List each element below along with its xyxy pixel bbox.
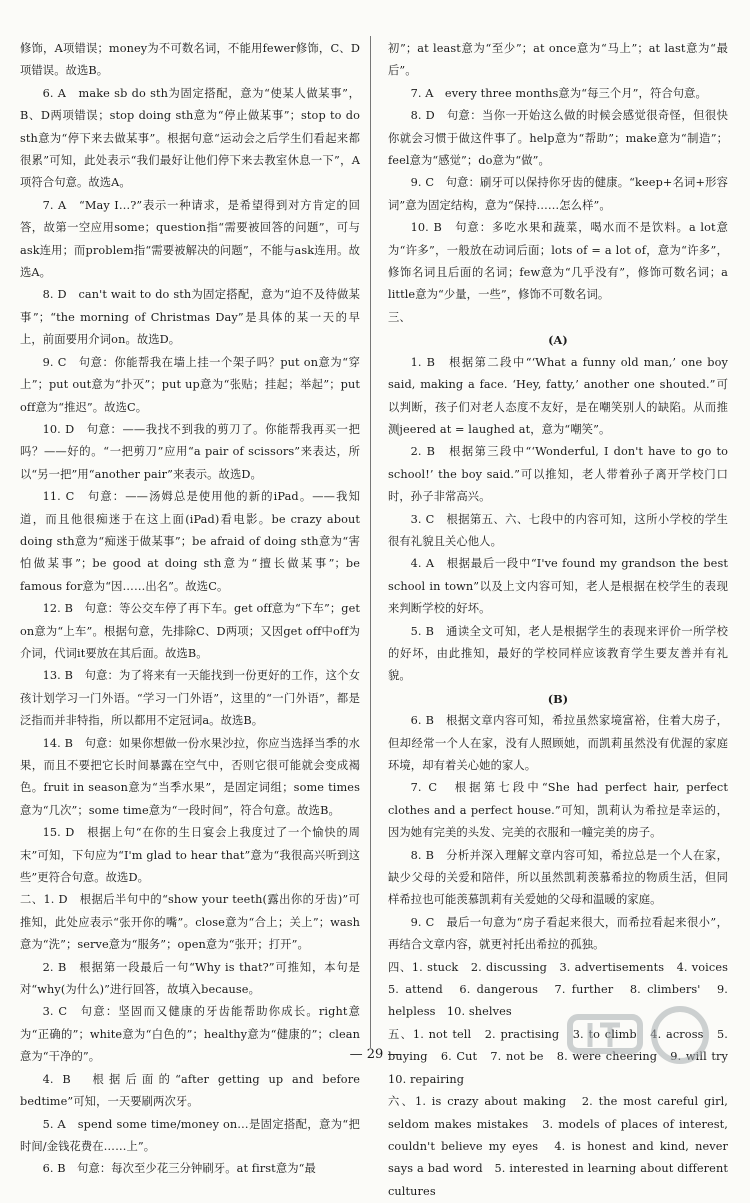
answer-paragraph: 6. A make sb do sth为固定搭配，意为“使某人做某事”，B、D两项错误；stop doing sth意为“停止做某事”；stop to do sth意为“停下来去做某事”。根据句意“运动会之后学生们看起来都很累”可知，此处表示“我们最好让他们停下来去教室休息一下”，A项符合句意。故选A。 bbox=[20, 86, 360, 190]
column-divider bbox=[370, 36, 371, 1048]
answer-paragraph: 14. B 句意：如果你想做一份水果沙拉，你应当选择当季的水果，而且不要把它长时间暴露在空气中，否则它很可能就会变成褐色。fruit in season意为“当季水果”，是固定词组；some times意为“几次”；some time意为“一段时间”，符合句意。故选B。 bbox=[20, 736, 360, 817]
answer-paragraph: 2. B 根据第三段中“‘Wonderful, I don't have to go to school!’ the boy said.”可以推知，老人带着孙子离开学校门口时，孙子非常高兴。 bbox=[388, 445, 728, 504]
answer-paragraph: 7. A “May I…?”表示一种请求，是希望得到对方肯定的回答，故第一空应用some；question指“需要被回答的问题”，可与ask连用；而problem指“需要被解决的问题”，不能与ask连用。故选A。 bbox=[20, 198, 360, 280]
answer-paragraph: 8. B 分析并深入理解文章内容可知，希拉总是一个人在家，缺少父母的关爱和陪伴，所以虽然凯莉羡慕希拉的物质生活，但同样希拉也可能羡慕凯莉有关爱她的父母和温暖的家庭。 bbox=[388, 848, 728, 907]
answer-paragraph: 修饰，A项错误；money为不可数名词，不能用fewer修饰，C、D项错误。故选B。 bbox=[20, 42, 360, 78]
section-five-answers: 五、1. not tell 2. practising 3. to climb 4. across 5. buying 6. Cut 7. not be 8. were cheering 9. will try 10. repairing bbox=[388, 1027, 740, 1086]
answer-paragraph: 12. B 句意：等公交车停了再下车。get off意为“下车”；get on意为“上车”。根据句意，先排除C、D两项；又因get off中off为介词，代词it要放在其后面。故选B。 bbox=[20, 602, 360, 660]
answer-paragraph: 8. D 句意：当你一开始这么做的时候会感觉很奇怪，但很快你就会习惯于做这件事了。help意为“帮助”；make意为“制造”；feel意为“感觉”；do意为“做”。 bbox=[388, 109, 728, 168]
section-six-answers: 六、1. is crazy about making 2. the most careful girl, seldom makes mistakes 3. models of places of interest, couldn't believe my eyes 4. is honest and kind, never says a bad word 5. interested in learning about different cultures bbox=[388, 1095, 728, 1198]
answer-paragraph: 13. B 句意：为了将来有一天能找到一份更好的工作，这个女孩计划学习一门外语。“学习一门外语”，这里的“一门外语”，都是泛指而并非特指，所以都用不定冠词a。故选B。 bbox=[20, 669, 360, 728]
watermark-logo-icon bbox=[530, 1003, 740, 1093]
answer-paragraph: 9. C 最后一句意为“房子看起来很大，而希拉看起来很小”，再结合文章内容，就更衬托出希拉的孤独。 bbox=[388, 915, 728, 952]
answer-paragraph: 10. D 句意：——我找不到我的剪刀了。你能帮我再买一把吗？——好的。“一把剪刀”应用“a pair of scissors”来表达，所以“另一把”用“another pair”来表示。故选D。 bbox=[20, 422, 360, 481]
answer-paragraph: 4. B 根据后面的“after getting up and before bedtime”可知，一天要刷两次牙。 bbox=[20, 1072, 360, 1109]
answer-paragraph: 4. A 根据最后一段中“I've found my grandson the best school in town”以及上文内容可知，老人是根据在校学生的表现来判断学校的好坏。 bbox=[388, 557, 728, 616]
answer-paragraph: 6. B 根据文章内容可知，希拉虽然家境富裕，住着大房子，但却经常一个人在家，没有人照顾她，而凯莉虽然没有优渥的家庭环境，却有着关心她的家人。 bbox=[388, 714, 728, 772]
answer-paragraph: 5. B 通读全文可知，老人是根据学生的表现来评价一所学校的好坏，由此推知，最好的学校同样应该教育学生要友善并有礼貌。 bbox=[388, 624, 728, 683]
page-number: — 29 — bbox=[349, 1047, 401, 1062]
answer-paragraph: 2. B 根据第一段最后一句“Why is that?”可推知，本句是对“why(为什么)”进行回答，故填入because。 bbox=[20, 960, 360, 997]
answer-paragraph: 5. A spend some time/money on…是固定搭配，意为“把时间/金钱花费在……上”。 bbox=[20, 1117, 360, 1153]
answer-paragraph: 8. D can't wait to do sth为固定搭配，意为“迫不及待做某事”；“the morning of Christmas Day”是具体的某一天的早上，前面要用介词on。故选D。 bbox=[20, 288, 360, 347]
answer-paragraph: 9. C 句意：你能帮我在墙上挂一个架子吗？put on意为“穿上”；put out意为“扑灭”；put up意为“张贴；挂起；举起”；put off意为“推迟”。故选C。 bbox=[20, 355, 360, 414]
answer-paragraph: 10. B 句意：多吃水果和蔬菜，喝水而不是饮料。a lot意为“许多”，一般放在动词后面；lots of = a lot of，意为“许多”，修饰名词且后面的名词；few意为“几乎没有”，修饰可数名词；a little意为“少量，一些”，修饰不可数名词。 bbox=[388, 221, 728, 302]
answer-paragraph: 1. B 根据第二段中“‘What a funny old man,’ one boy said, making a face. ‘Hey, fatty,’ another one shouted.”可以判断，孩子们对老人态度不友好，是在嘲笑别人的缺陷。从而推测jeered at = laughed at，意为“嘲笑”。 bbox=[388, 355, 728, 436]
section-three-heading: 三、 bbox=[388, 310, 411, 324]
section-two-paragraph: 二、1. D 根据后半句中的“show your teeth(露出你的牙齿)”可推知，此处应表示“张开你的嘴”。close意为“合上；关上”；wash意为“洗”；serve意为“服务”；open意为“张开；打开”。 bbox=[20, 893, 360, 952]
answer-paragraph: 15. D 根据上句“在你的生日宴会上我度过了一个愉快的周末”可知，下句应为“I'm glad to hear that”意为“我很高兴听到这些”更符合句意。故选D。 bbox=[20, 826, 360, 885]
answer-paragraph: 9. C 句意：刷牙可以保持你牙齿的健康。“keep+名词+形容词”意为固定结构，意为“保持……怎么样”。 bbox=[388, 176, 728, 212]
answer-paragraph: 7. A every three months意为“每三个月”，符合句意。 bbox=[410, 86, 707, 100]
answer-paragraph: 初”；at least意为“至少”；at once意为“马上”；at last意为“最后”。 bbox=[388, 42, 728, 78]
answer-paragraph: 7. C 根据第七段中“She had perfect hair, perfect clothes and a perfect house.”可知，凯莉认为希拉是幸运的，因为她有完美的头发、完美的衣服和一幢完美的房子。 bbox=[388, 781, 728, 840]
subsection-b-heading: (B) bbox=[547, 691, 569, 706]
left-column bbox=[20, 38, 360, 1181]
answer-paragraph: 3. C 根据第五、六、七段中的内容可知，这所小学校的学生很有礼貌且关心他人。 bbox=[388, 512, 728, 548]
answer-paragraph: 11. C 句意：——汤姆总是使用他的新的iPad。——我知道，而且他很痴迷于在这上面(iPad)看电影。be crazy about doing sth意为“痴迷于做某事”；be afraid of doing sth意为“害怕做某事”；be good at doing sth意为“擅长做某事”；be famous for意为“因……出名”。故选C。 bbox=[20, 490, 360, 593]
answer-paragraph: 3. C 句意：坚固而又健康的牙齿能帮助你成长。right意为“正确的”；white意为“白色的”；healthy意为“健康的”；clean意为“干净的”。 bbox=[20, 1005, 360, 1064]
answer-paragraph: 6. B 句意：每次至少花三分钟刷牙。at first意为“最 bbox=[42, 1162, 316, 1176]
section-four-answers: 四、1. stuck 2. discussing 3. advertisements 4. voices 5. attend 6. dangerous 7. further 8. climbers' 9. helpless 10. shelves bbox=[388, 960, 740, 1019]
subsection-a-heading: (A) bbox=[548, 333, 568, 348]
watermark-graphic bbox=[530, 1003, 740, 1093]
